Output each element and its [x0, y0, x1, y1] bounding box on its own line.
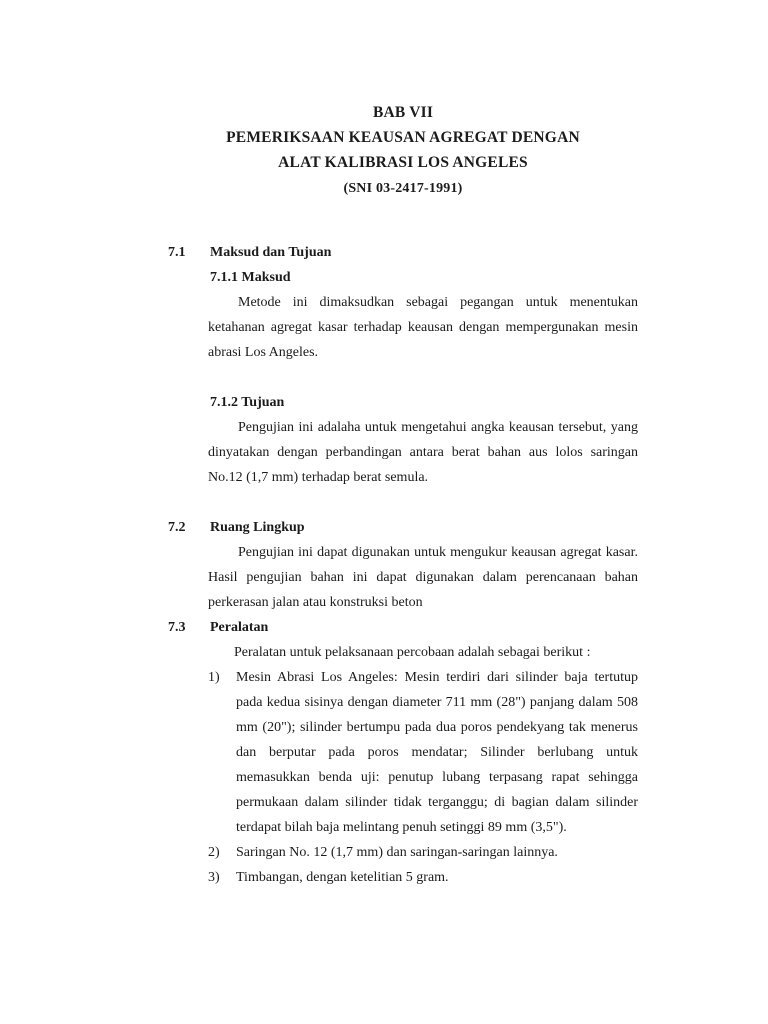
paragraph-peralatan-intro: Peralatan untuk pelaksanaan percobaan adalah sebagai berikut :	[234, 645, 591, 660]
section-title-7-3: Peralatan	[210, 620, 269, 635]
section-heading-7-3	[168, 615, 638, 640]
list-item	[208, 665, 638, 840]
document-body	[168, 240, 638, 890]
list-item	[208, 840, 638, 865]
chapter-label: BAB VII	[372, 104, 434, 121]
paragraph-spacer	[168, 365, 638, 390]
paragraph-spacer	[168, 490, 638, 515]
list-item	[208, 865, 638, 890]
section-heading-7-2	[168, 515, 638, 540]
document-title-line-1: PEMERIKSAAN KEAUSAN AGREGAT DENGAN	[226, 129, 580, 146]
list-item-marker: 2)	[208, 845, 220, 860]
section-number-7-3: 7.3	[168, 620, 186, 635]
section-title-7-1: Maksud dan Tujuan	[210, 245, 332, 260]
subsection-heading-7-1-2: 7.1.2 Tujuan	[210, 395, 285, 410]
document-title-line-2: ALAT KALIBRASI LOS ANGELES	[278, 154, 528, 171]
section-title-7-2: Ruang Lingkup	[210, 520, 305, 535]
standard-code: (SNI 03-2417-1991)	[343, 181, 463, 196]
list-item-marker: 1)	[208, 670, 220, 685]
list-item-text: Timbangan, dengan ketelitian 5 gram.	[236, 870, 449, 885]
paragraph-maksud: Metode ini dimaksudkan sebagai pegangan untuk menentukan ketahanan agregat kasar terhadap keausan dengan mempergunakan mesin abrasi Los Angeles.	[208, 295, 638, 360]
equipment-list	[168, 665, 638, 890]
section-heading-7-1	[168, 240, 638, 265]
paragraph-tujuan: Pengujian ini adalaha untuk mengetahui angka keausan tersebut, yang dinyatakan dengan perbandingan antara berat bahan aus lolos saringan No.12 (1,7 mm) terhadap berat semula.	[208, 420, 638, 485]
list-item-marker: 3)	[208, 870, 220, 885]
list-item-text: Saringan No. 12 (1,7 mm) dan saringan-saringan lainnya.	[236, 845, 558, 860]
section-number-7-2: 7.2	[168, 520, 186, 535]
list-item-text: Mesin Abrasi Los Angeles: Mesin terdiri dari silinder baja tertutup pada kedua sisinya dengan diameter 711 mm (28") panjang dalam 508 mm (20"); silinder bertumpu pada dua poros pendekyang tak menerus dan berputar pada poros mendatar; Silinder berlubang untuk memasukkan benda uji: penutup lubang terpasang rapat sehingga permukaan dalam silinder tidak terganggu; di bagian dalam silinder terdapat bilah baja melintang penuh setinggi 89 mm (3,5").	[236, 670, 638, 835]
paragraph-ruang-lingkup: Pengujian ini dapat digunakan untuk mengukur keausan agregat kasar. Hasil pengujian bahan ini dapat digunakan dalam perencanaan bahan perkerasan jalan atau konstruksi beton	[208, 545, 638, 610]
subsection-heading-7-1-1: 7.1.1 Maksud	[210, 270, 291, 285]
section-number-7-1: 7.1	[168, 245, 186, 260]
document-title-block	[168, 100, 638, 201]
